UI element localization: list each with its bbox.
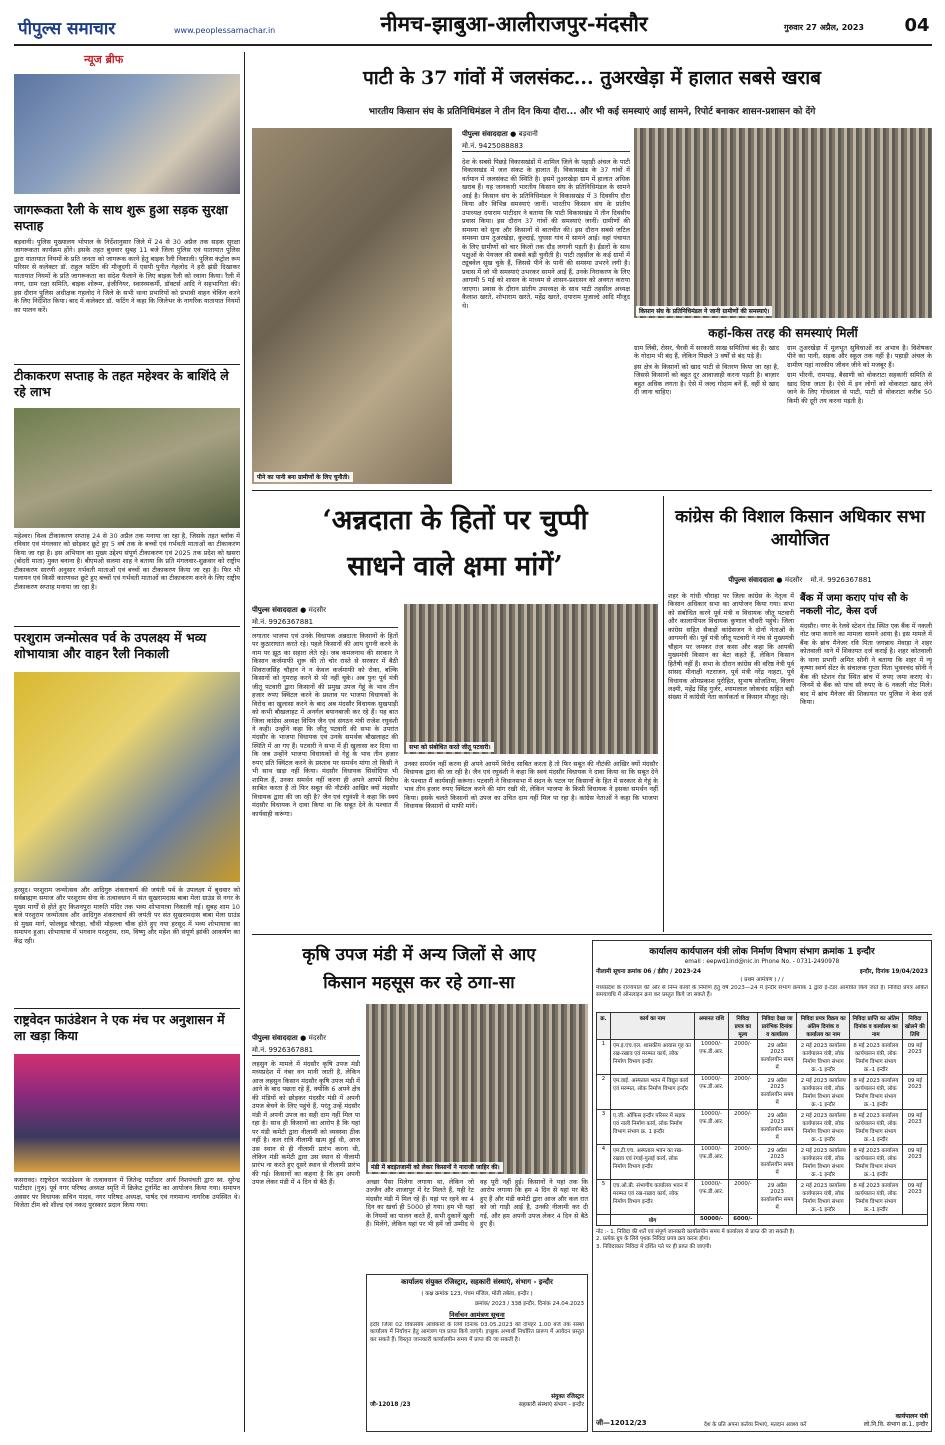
table-cell: 09 मई 2023: [902, 1110, 927, 1145]
lead-mobile: मो.नं. 9425088883: [462, 142, 630, 152]
story2-rally-photo: [404, 604, 658, 754]
tender-intro: मध्यप्रदेश के राज्यपाल की ओर से निम्न कार्यों के निर्माण हेतु वर्ष 2023—24 में इन्दौर संभाग क्रमांक 1 द्वारा ई-टेंडर आमंत्रित किये जाते हैं। निविदा प्रपत्र अंकित समयावधि में ऑनलाइन क्रय कर प्रस्तुत किये जा सकते हैं।: [596, 985, 928, 999]
lead-body: देश के सबसे पिछड़े विकासखंडों में शामिल जिले के पहाड़ी अंचल के पाटी विकासखंड में जल संकट के हालात हैं। विकासखंड के 37 गांवों में वर्तमान में जलसंकट की स्थिति है। इसमें तुअरखेड़ा ग्राम में हालात अधिक खराब हैं। यह जानकारी भारतीय किसान संघ के प्रतिनिधिमंडल के सामने आई है। किसान संघ के प्रतिनिधिमंडल ने विकासखंड में 3 दिवसीय दौरा किया और विभिन्न समस्याएं जानीं। भारतीय किसान संघ के प्रांतीय उपाध्यक्ष दयाराम पाटीदार ने बताया कि पाटी विकासखंड में तीन दिवसीय प्रवास किया। इस दौरान 37 गांवों की समस्याएं जानीं। ग्रामीणों की समस्या को सुना और किसानों से बातचीत की। इस दौरान सबसे जटिल समस्या ग्राम तुअरखेड़ा, कुल्दाई, घुघसा गांव में सामने आई। वहां पंचायत के लिए ग्रामीणों को चार किलो तक दौड़ लगानी पड़ती है। ईंडारों के साथ पक्षुओं के पेयजल की सबसे बड़ी चुनौती है। पाटी तहसील के कई ग्रामों में ट्यूबवेल सूख चुके हैं, जिससे पीने के पानी की समस्या उभरने लगी है। प्रवास में जो भी समस्याएं उभरकर सामने आई हैं, उनके निराकरण के लिए आगामी 5 मई को शासन के माध्यम से शासन-प्रशासन को अवगत कराया जाएगा। प्रवास के दौरान प्रांतीय उपाध्यक्ष के साथ पाटी तहसील अध्यक्ष कैलाश खरते, शोभाराम खरते, महेंद्र खरते, दयाराम मुजाल्दे आदि मौजूद थे।: [462, 158, 630, 310]
road-safety-photo: [14, 74, 240, 194]
problems-title: कहां-किस तरह की समस्याएं मिलीं: [708, 326, 858, 340]
story2-headline-1: ‘अन्नदाता के हितों पर चुप्पी: [322, 505, 588, 536]
table-cell: 8 मई 2023 कार्यालय कार्यपालन यंत्री, लोक निर्माण विभाग संभाग क्र.-1 इन्दौर: [850, 1145, 903, 1180]
table-cell: 10000/- एफ.डी.आर.: [695, 1180, 729, 1215]
table-cell: 2 मई 2023 कार्यालय कार्यपालन यंत्री, लोक निर्माण विभाग संभाग क्र.-1 इन्दौर: [797, 1040, 850, 1075]
tender-note: 3. निविदाकार निविदा में दर्शित पते पर ही प्राप्त की जाएगी।: [596, 1243, 712, 1250]
tender-sign: कार्यपालन यंत्री: [895, 1413, 928, 1420]
table-row: [597, 1075, 928, 1110]
divider: [252, 934, 932, 935]
procession-photo: [14, 672, 240, 882]
lead-photo2-caption: किसान संघ के प्रतिनिधिमंडल ने जानी ग्रामीणों की समस्याएं।: [636, 306, 772, 316]
tender-note: नोट :- 1. निविदा की शर्तें एवं संपूर्ण जानकारी कार्यालयीन समय में कार्यालय से प्राप्त की जा सकती है।: [596, 1229, 795, 1235]
table-cell: 2 मई 2023 कार्यालय कार्यपालन यंत्री, लोक निर्माण विभाग संभाग क्र.-1 इन्दौर: [797, 1145, 850, 1180]
tender-notice-no: नीलामी सूचना क्रमांक 06 / ईडीए / 2023-24: [596, 969, 701, 975]
col-header: निविदा देखा जा प्रारंभिक दिनांक व कार्यालय: [757, 1013, 797, 1040]
story2-mobile: मो.नं. 9926367881: [252, 618, 398, 628]
divider: [14, 626, 240, 627]
sahkari-sign: संयुक्त रजिस्ट्रार: [551, 1394, 584, 1400]
tender-slogan: देश के प्रति अपना कर्तव्य निभाएं, मतदान अवश्य करें: [704, 1422, 807, 1428]
sahkari-body: इंदौर जिला 02 विकासीय अधिकारों के लिये दिनांक 03.05.2023 को दोपहर 1.00 बजे तक संस्था कार्यालय में निर्वाचन हेतु आमंत्रण पत्र प्राप्त किये जाएंगे। इच्छुक अभ्यर्थी निर्धारित प्रारूप में आवेदन प्रस्तुत कर सकते हैं। विस्तृत जानकारी कार्यालयीन समय में प्राप्त की जा सकती है।: [370, 1322, 584, 1343]
table-cell: 2 मई 2023 कार्यालय कार्यपालन यंत्री, लोक निर्माण विभाग संभाग क्र.-1 इन्दौर: [797, 1110, 850, 1145]
issue-date: गुरुवार 27 अप्रैल, 2023: [784, 23, 864, 32]
divider: [14, 364, 240, 365]
story2-byline-name: पीपुल्स संवाददाता: [252, 606, 298, 614]
news-brief-column: [14, 52, 240, 1432]
problem-item: ग्राम तुअरखेड़ा में मूलभूत सुविधाओं का अभाव है। विशेषकर पीने का पानी, सड़क और स्कूल तक नहीं है। पहाड़ी अंचल के ग्रामीण यहां नारकीय जीवन जीने को मजबूर हैं।: [787, 344, 932, 369]
brand-logo: [14, 12, 174, 40]
story3-byline-place: मंदसौर: [784, 576, 803, 584]
tender-code: जी—12012/23: [596, 1419, 647, 1427]
table-row: [597, 1040, 928, 1075]
table-cell: 10000/- एफ.डी.आर.: [695, 1040, 729, 1075]
col-header: निविदा खोलने की तिथि: [902, 1013, 927, 1040]
total-deposit: 50000/-: [695, 1215, 729, 1226]
story3-sub-body: मंदसौर। नगर के रेलवे स्टेशन रोड स्थित एक बैंक में नकली नोट जमा कराने का मामला सामने आया है। इस मामले में बैंक के ब्रांच मैनेजर रवि पिता जगन्नाथ मेवाड़ा ने शहर कोतवाली थाने में शिकायत दर्ज कराई है। शहर कोतवाली के थाना प्रभारी अमित सोनी ने बताया कि शहर में न्यू कृष्णा स्वर्ण सेंटर के संचालक गुप्ता पिता भुवनचंद सोनी ने बैंक की स्टेशन रोड स्थित ब्रांच में रुपए जमा कराए थे। जिनमें से बैंक को पांच सौ रुपए के 6 नकली नोट मिले। बाद में ब्रांच मैनेजर की शिकायत पर पुलिस ने केस दर्ज किया।: [800, 622, 932, 707]
brief-2-title: टीकाकरण सप्ताह के तहत महेश्वर के बाशिंदे ले रहे लाभ: [14, 368, 229, 400]
brief-3-title: परशुराम जन्मोत्सव पर्व के उपलक्ष्य में भव्य शोभायात्रा और वाहन रैली निकाली: [14, 630, 207, 662]
story4-headline-2: किसान महसूस कर रहे ठगा-सा: [323, 973, 515, 993]
brief-1-title: जागरूकता रैली के साथ शुरू हुआ सड़क सुरक्षा सप्ताह: [14, 202, 228, 234]
table-cell: 10000/- एफ.डी.आर.: [695, 1075, 729, 1110]
divider: [252, 490, 932, 491]
lead-photo-man: [252, 128, 452, 484]
masthead-rule: [14, 44, 932, 46]
story2-byline-place: मंदसौर: [308, 606, 326, 614]
sahkari-order: क्रमांक/ 2023 / 338 इन्दौर, दिनांक 24.04.2023: [474, 1301, 584, 1307]
story4-body: लहसुन के मामले में मंदसौर कृषि उपज मंडी मध्यप्रदेश में नंबर वन मानी जाती है, लेकिन आज लहसुन किसान मंदसौर कृषि उपज मंडी में आने के बाद पछता रहे हैं, क्योंकि 6 अपने क्षेत्र की मंडियों को छोड़कर मंदसौर मंडी में अपनी उपज बेचने के लिए पहुंचे हैं, परंतु उन्हें मंदसौर मंडी में अपनी उपज का सही दाम नहीं मिल पा रहा है। साथ ही किसानों का आरोप है कि यहां पर मंडी कमेटी द्वारा नीलामी को व्यवस्था ठीक नहीं है। कल रात्रि नीलामी खत्म हुई थी, आज उस स्थान से ही नीलामी प्रारंभ करना थी, लेकिन मंडी कमेटी द्वारा उस स्थान से नीलामी प्रारंभ ना करते हुए दूसरे स्थान से नीलामी प्रारंभ की गई। किसानों का कहना है कि हम अपनी उपज लेकर मंडी में 4 दिन से बैठे हैं।: [252, 1060, 360, 1187]
table-cell: एम.इ.एच.एल. शासकीय आवास गृह का रख-रखाव एवं मरम्मत कार्य, लोक निर्माण विभाग इन्दौर: [611, 1040, 695, 1075]
problems-list: [634, 344, 932, 484]
table-cell: 2000/-: [728, 1040, 757, 1075]
tender-notes: [596, 1229, 928, 1251]
lead-byline-name: पीपुल्स संवाददाता: [462, 130, 508, 138]
story2-body: लगातार भाजपा एवं उनके विधायक अन्नदाता किसानों के हितों पर कुठाराघात करते रहे। पहले किसानों की आय दुगनी करने के नाम पर झूठ का सहारा लेते रहे। जब कमलनाथ की सरकार ने किसान कर्जमाफी शुरू की तो चोर रास्ते से सरकार में बैठी शिवराजसिंह चौहान ने न केवल कर्जमाफी को रोका, बल्कि किसानों को गुमराह करने से भी नहीं चूके। अब पुनः पूर्व मंत्री जीतू पटवारी द्वारा किसानों की प्रमुख उपज गेहूं के भाव तीन हजार रुपए क्विंटल करने के प्रस्ताव पर भाजपा विधायकों के विरोध का खुलासा करने के बाद अब मंदसौर विधायक सुखपाड़ी को कभी बौखलाहट में अनर्गल बयानबाजी कर रहे हैं। यह बात जिला कांग्रेस अध्यक्ष विपिन जैन एवं संगठन मंत्री राजेश रघुवंशी ने कही। उन्होंने कहा कि जीतू पटवारी की सभा के उपरांत मंदसौर के भाजपा विधायक एवं उनके समर्थक बौखलाहट की स्थिति में आ गए हैं। पटवारी ने सभा में ही खुलासा कर दिया था कि जब उन्होंने भाजपा विधायकों से गेहूं के भाव तीन हजार रुपए प्रति क्विंटल करने के प्रस्ताव पर समर्थन मांगा तो किसी ने भी साथ खड़ा नहीं किया। मंदसौर विधायक सिसोदिया भी शामिल हैं, उनका समर्थन नहीं करना ही अपने आपमें विरोध साबित करता है तो फिर सबूत की नौटंकी आखिर क्यों मंदसौर विधायक द्वारा की जा रही है? जैन एवं रघुवंशी ने कहा कि स्वयं मंदसौर विधायक ने दावा किया था कि सबूत देने के पश्चात मैं कार्यवाही करूंगा।: [252, 632, 398, 818]
page-number: 04: [904, 15, 930, 36]
brief-4-title: राष्ट्रवेदन फाउंडेशन ने एक मंच पर अनुशासन में ला खड़ा किया: [14, 1012, 225, 1044]
table-row: [597, 1180, 928, 1215]
tender-email: email : eepwd1ind@nic.in Phone No. - 0731-2490978: [684, 959, 840, 965]
sahkari-code: जी-12018 /23: [370, 1402, 411, 1408]
story2-photo-caption: सभा को संबोधित करते जीतू पटवारी।: [406, 742, 494, 752]
table-cell: 09 मई 2023: [902, 1145, 927, 1180]
table-cell: 2000/-: [728, 1110, 757, 1145]
story3-byline-name: पीपुल्स संवाददाता: [728, 576, 774, 584]
table-cell: 2000/-: [728, 1075, 757, 1110]
table-cell: 2 मई 2023 कार्यालय कार्यपालन यंत्री, लोक निर्माण विभाग संभाग क्र.-1 इन्दौर: [797, 1075, 850, 1110]
masthead: [14, 10, 932, 44]
col-header: निविदा प्रपत्र का मूल्य: [728, 1013, 757, 1040]
story3-col2: [800, 592, 932, 930]
lead-byline: पीपुल्स संवाददाता ● बड़वानी: [462, 130, 538, 138]
column-divider: [244, 52, 245, 1432]
lead-photo-caption: पीने का पानी बना ग्रामीणों के लिए चुनौती।: [254, 472, 353, 482]
col-header: निविदा प्रपत्र विक्रय का अंतिम दिनांक व कार्यालय का नाम: [797, 1013, 850, 1040]
tender-note: 2. प्रत्येक ग्रुप के लिये पृथक निविदा प्रपत्र क्रय करना होगा।: [596, 1236, 711, 1243]
brand-name: पीपुल्स समाचार: [18, 19, 116, 39]
problem-item: ग्राम लिंबी, रोसर, चैरवी में सरकारी साख समितियां बंद हैं। खाद के गोदाम भी बंद हैं, लेकिन पिछले 3 वर्षों से बंद पड़े हैं।: [634, 344, 779, 361]
table-cell: 09 मई 2023: [902, 1075, 927, 1110]
table-cell: 2: [597, 1075, 611, 1110]
vaccination-photo: [14, 408, 240, 528]
edition-text: नीमच-झाबुआ-आलीराजपुर-मंदसौर: [380, 11, 648, 36]
lead-byline-place: बड़वानी: [518, 130, 538, 138]
story3-headline: कांग्रेस की विशाल किसान अधिकार सभा आयोजित: [675, 507, 925, 550]
divider: [14, 1008, 240, 1009]
table-cell: 8 मई 2023 कार्यालय कार्यपालन यंत्री, लोक निर्माण विभाग संभाग क्र.-1 इन्दौर: [850, 1110, 903, 1145]
col-header: क्र.: [597, 1013, 611, 1040]
col-header: कार्य का नाम: [611, 1013, 695, 1040]
sahkari-title: कार्यालय संयुक्त रजिस्ट्रार, सहकारी संस्थाएं, संभाग - इन्दौर: [401, 1278, 553, 1286]
table-cell: एच.ओ.बी. संभागीय कार्यालय भवन में मरम्मत एवं रख-रखाव कार्य, लोक निर्माण विभाग इन्दौर: [611, 1180, 695, 1215]
tender-table-header: [597, 1013, 928, 1040]
story4-body2: अच्छा पैसा मिलेगा लगाया था, लेकिन जो उज्जैन और शाजापुर में रेट मिलते हैं, यही रेट मंदसौर मंडी में मिल रहे हैं। यहां पर रहने का 4 दिन का खर्चा ही 5000 हो गया। हम भी यहां के नियमों का पालन करते हैं, सभी दुकानें खुली हैं। मिलेंगे, लेकिन यहां पर भी हमें जो उम्मीद थे वह पूरी नहीं हुई। किसानों ने यहां तक कि आरोप लगाया कि हम 4 दिन से यहां पर बैठे हुए हैं और मंडी कमेटी द्वारा आज और कल रात को जो गाड़ी आई है, उनकी नीलामी कर दी गई, और हम अपनी उपज लेकर 4 दिन से बैठे हुए हैं।: [366, 1178, 588, 1229]
story3-mobile: मो.नं. 9926367881: [810, 576, 872, 584]
lead-photo-meeting: [634, 128, 932, 318]
table-row: [597, 1110, 928, 1145]
story3-sub-headline: बैंक में जमा कराए पांच सौ के नकली नोट, केस दर्ज: [800, 593, 908, 617]
table-cell: 2000/-: [728, 1180, 757, 1215]
tender-notice: [592, 940, 932, 1432]
cricket-event-photo: [14, 1054, 240, 1172]
table-cell: ए.जी. ऑफिस इन्दौर परिसर में सड़क एवं नाली निर्माण कार्य, लोक निर्माण विभाग संभाग क्र. 1 इन्दौर: [611, 1110, 695, 1145]
story4-photo-caption: मंडी में बदइंतजामी को लेकर किसानों ने नाराजी जाहिर की।: [368, 1162, 503, 1172]
table-cell: 1: [597, 1040, 611, 1075]
table-cell: 5: [597, 1180, 611, 1215]
story2-body-continued: उनका समर्थन नहीं करना ही अपने आपमें विरोध साबित करता है तो फिर सबूत की नौटंकी आखिर क्यों मंदसौर विधायक द्वारा की जा रही है। जैन एवं रघुवंशी ने कहा कि स्वयं मंदसौर विधायक ने दावा किया था कि सबूत देने के पश्चात मैं कार्यवाही करूंगा। पटवारी ने विधानसभा में सदन के पटल पर किसानों के हित में सरकार से गेहूं के भाव तीन हजार रुपए क्विंटल करने की मांग रखी थी, लेकिन भाजपा के किसी विधायक ने इसका समर्थन नहीं किया। इसके चलते किसानों को उपज का उचित दाम नहीं मिल पा रहा है। कांग्रेस नेताओं ने कहा कि भाजपा विधायक किसानों से माफी मांगें।: [404, 760, 658, 811]
tender-notice-date: इन्दौर, दिनांक 19/04/2023: [859, 969, 928, 975]
website: www.peoplessamachar.in: [174, 26, 276, 35]
column-divider: [663, 496, 664, 932]
brief-2-body: महेश्वर। विश्व टीकाकरण सप्ताह 24 से 30 अप्रैल तक मनाया जा रहा है, जिसके तहत ब्लॉक में रविवार एवं मंगलवार को छोड़कर छूटे हुए 5 वर्ष तक के बच्चों एवं गर्भवती माताओं का टीकाकरण किया जा रहा है। इस अभियान का मुख्य उद्देश्य संपूर्ण टीकाकरण एवं 2025 तक प्रदेश को खसरा (बोदरी माता) मुक्त बनाना है। बीएमओ सलमा शाह ने बताया कि प्रति मंगलवार-शुक्रवार को राष्ट्रीय टीकाकरण सारणी अनुसार गर्भवती माताओं एवं बच्चों का टीकाकरण किया जा रहा है। फिर भी पलायन एवं किसी कारणवश छूटे हुए बच्चों एवं गर्भवती माताओं का टीकाकरण करने के लिए राष्ट्रीय टीकाकरण सप्ताह मनाया जा रहा है।: [14, 532, 240, 591]
table-cell: 4: [597, 1145, 611, 1180]
lead-headline: पाटी के 37 गांवों में जलसंकट... तुअरखेड़ा में हालात सबसे खराब: [362, 67, 822, 89]
story4-byline-name: पीपुल्स संवाददाता: [252, 1034, 298, 1042]
col-header: अमानत राशि: [695, 1013, 729, 1040]
table-cell: 29 अप्रैल 2023 कार्यालयीन समय में: [757, 1075, 797, 1110]
story2-byline: पीपुल्स संवाददाता ● मंदसौर: [252, 606, 326, 614]
edition-title: [314, 10, 714, 42]
table-cell: 29 अप्रैल 2023 कार्यालयीन समय में: [757, 1110, 797, 1145]
table-cell: 8 मई 2023 कार्यालय कार्यपालन यंत्री, लोक निर्माण विभाग संभाग क्र.-1 इन्दौर: [850, 1075, 903, 1110]
col-header: निविदा प्राप्ति का अंतिम दिनांक व कार्यालय का नाम: [850, 1013, 903, 1040]
table-total-row: [597, 1215, 928, 1226]
tender-title: कार्यालय कार्यपालन यंत्री लोक निर्माण विभाग संभाग क्रमांक 1 इन्दौर: [649, 947, 875, 957]
table-cell: 09 मई 2023: [902, 1180, 927, 1215]
table-cell: 2000/-: [728, 1145, 757, 1180]
table-cell: 29 अप्रैल 2023 कार्यालयीन समय में: [757, 1040, 797, 1075]
total-label: योग: [611, 1215, 695, 1226]
table-cell: एम.वाई. अस्पताल भवन में विद्युत कार्य एवं मरम्मत, लोक निर्माण विभाग इन्दौर: [611, 1075, 695, 1110]
brief-1-body: बड़वानी। पुलिस मुख्यालय भोपाल के निर्देशानुसार जिले में 24 से 30 अप्रैल तक सड़क सुरक्षा जागरूकता कार्यक्रम होंगे। इसके तहत बुधवार सुबह 11 बजे जिला पुलिस एवं यातायात पुलिस द्वारा यातायात नियमों के प्रति जनता को जागरूक करने हेतु बाइक रैली निकाली। पुलिस कंट्रोल रूम परिसर से कलेक्टर डॉ. राहुल फटिंग की मौजूदगी में एसपी पुनीत गेहलोद ने हरी झंडी दिखाकर यातायात नियमों के प्रति जागरूकता का संदेश फैलाने के लिए बाइक रैली को रवाना किया। रैली में नगर, ग्राम रक्षा समिति, बाइक शोरूम, इंजीनियर, स्वास्थ्यकर्मी, डॉक्टर्स आदि ने सहभागिता की। इस दौरान पुलिस अधीक्षक गहलोद ने जिले के सभी थाना प्रभारियों को प्रभावी वाहन चेकिंग करने के लिए निर्देशित किया। बाद में कलेक्टर डॉ. फटिंग ने कहा कि जिलेभर के नागरिक यातायात नियमों का पालन करें।: [14, 238, 240, 314]
table-cell: 3: [597, 1110, 611, 1145]
brief-3-body: हरसूद। परशुराम जन्मोत्सव और आदिगुरु शंकराचार्य की जयंती पर्व के उपलक्ष्य में बुधवार को सर्वब्राह्मण समाज और परशुराम सेना के तत्वावधान में संत सुखरामदास बाबा मेला ग्राउंड से नगर के मुख्य मार्गों से होते हुए किशनपुरा मारुति मंदिर तक भव्य शोभायात्रा निकाली गई। सुबह शाम 10 बजे परशुराम जन्मोत्सव और आदिगुरु शंकराचार्य की जयंती पर संत सुखरामदास बाबा मेला ग्राउंड से मुख्य मार्ग, फोलवुड चौराहा, चौथी मोहल्ला चौक होते हुए नया हरसूद में भव्य शोभायात्रा का समापन हुआ। शोभायात्रा में भगवान परशुराम, राम, विष्णु और महेश की संपूर्ण झांकी आकर्षण का केंद्र रही।: [14, 886, 240, 945]
table-cell: एम.टी.एच. अस्पताल भवन का रख-रखाव एवं रंगाई-पुताई कार्य, लोक निर्माण विभाग इन्दौर: [611, 1145, 695, 1180]
sahkari-notice: [366, 1274, 588, 1432]
table-row: [597, 1145, 928, 1180]
story3-body: शहर के गांधी चौराहा पर जिला कांग्रेस के नेतृत्व में किसान अधिकार सभा का आयोजन किया गया। सभा को संबोधित करने पूर्व मंत्री व विधायक जीतू पटवारी और कालापीपल विधायक कुणाल चौधरी पहुंचे। जिला कांग्रेस सहित सैकड़ों कांग्रेसजन ने दोनों नेताओं के आगमनी की। पूर्व मंत्री जीतू पटवारी ने मंच से मुख्यमंत्री चौहान पर जमकर तंज कसा और कहा कि आपकी मुख्यमंत्री किसान का बेटा कहते हैं, लेकिन किसान हितैषी नहीं हैं। सभा के दौरान कांग्रेस की वरिष्ठ नेत्री पूर्व सांसद मीनाक्षी नटराजन, पूर्व मंत्री नरेंद्र नाहटा, पूर्व विधायक ओमप्रकाश पुरोहित, सुभाष सोजतिया, विजय लक्ष्मी, महेंद्र सिंह गुर्जर, श्यामलाल जोकचंद सहित बड़ी संख्या में कांग्रेसी नेता कार्यकर्ता व किसान मौजूद रहे।: [668, 592, 794, 702]
tender-sign-office: लो.नि.वि. संभाग क्र.1, इन्दौर: [863, 1421, 928, 1428]
story4-headline-1: कृषि उपज मंडी में अन्य जिलों से आए: [302, 945, 536, 965]
table-cell: 10000/- एफ.डी.आर.: [695, 1145, 729, 1180]
tender-table: [596, 1012, 928, 1226]
story4-mobile: मो.नं. 9926367881: [252, 1046, 360, 1056]
tender-notice-type: ( प्रथम आमंत्रण ) / /: [740, 977, 784, 983]
brief-4-body: कसरावद। राष्ट्रवेदन फाउंडेशन के तत्वावधान में जितेन्द्र पाटीदार आर्य निशपंचती द्वारा स्व. सुरेन्द्र पाटीदार (गुरु) पूर्व नगर परिषद अध्यक्ष स्मृति में क्रिकेट टूर्नामेंट का आयोजन किया गया। समापन अवसर पर विधायक सचिन यादव, नगर परिषद अध्यक्ष, पार्षद एवं गणमान्य नागरिक उपस्थित थे। विजेता टीम को शील्ड एवं नकद पुरस्कार प्रदान किया गया।: [14, 1176, 240, 1210]
total-fee: 6000/-: [728, 1215, 757, 1226]
lead-subhead: भारतीय किसान संघ के प्रतिनिधिमंडल ने तीन दिन किया दौरा... और भी कई समस्याएं आईं सामने, रिपोर्ट बनाकर शासन-प्रशासन को देंगे: [368, 107, 816, 117]
table-cell: 2 मई 2023 कार्यालय कार्यपालन यंत्री, लोक निर्माण विभाग संभाग क्र.-1 इन्दौर: [797, 1180, 850, 1215]
problem-item: ग्राम भीरनी, रामपाड़, बैसाणी को वोकराटा सहकारी समिति से खाद दिया जाता है। ऐसे में इन लोगों को वोकराटा खाद लेने जाने के लिए गोधवाल से पाटी, पाटी से वोकराटा करीब 50 किमी की दूरी तय करना पड़ती है।: [787, 371, 932, 405]
story4-mandi-photo: [366, 1004, 588, 1174]
table-cell: 29 अप्रैल 2023 कार्यालयीन समय में: [757, 1145, 797, 1180]
story3-byline: पीपुल्स संवाददाता ● मंदसौर मो.नं. 9926367881: [728, 576, 872, 584]
sahkari-address: ( कक्ष क्रमांक 123, पंचम मंजिल, मोती तबेला, इन्दौर ): [421, 1291, 533, 1297]
sahkari-subtitle: निर्वाचन आमंत्रण सूचना: [449, 1311, 505, 1319]
table-cell: 8 मई 2023 कार्यालय कार्यपालन यंत्री, लोक निर्माण विभाग संभाग क्र.-1 इन्दौर: [850, 1180, 903, 1215]
table-cell: 8 मई 2023 कार्यालय कार्यपालन यंत्री, लोक निर्माण विभाग संभाग क्र.-1 इन्दौर: [850, 1040, 903, 1075]
story4-byline-place: मंदसौर: [308, 1034, 326, 1042]
news-brief-label: न्यूज ब्रीफ: [84, 53, 124, 66]
sahkari-sign-office: सहकारी संस्थाएं संभाग - इन्दौर: [518, 1402, 584, 1408]
table-cell: 09 मई 2023: [902, 1040, 927, 1075]
table-cell: 29 अप्रैल 2023 कार्यालयीन समय में: [757, 1180, 797, 1215]
problem-item: इस क्षेत्र के किसानों को खाद पाटी से वितरण किया जा रहा है, जिससे किसानों को बहुत दूर आवाजाही करना पड़ती है। बाज़ार बहुत अधिक लगता है। ऐसे में जल्द गोदाम बनें हैं, वहीं से खाद दी जाना चाहिए।: [634, 362, 779, 397]
table-cell: 10000/- एफ.डी.आर.: [695, 1110, 729, 1145]
tender-table-body: [597, 1040, 928, 1226]
story4-byline: पीपुल्स संवाददाता ● मंदसौर: [252, 1034, 326, 1042]
story2-headline-2: साधने वाले क्षमा मांगें’: [347, 551, 563, 582]
